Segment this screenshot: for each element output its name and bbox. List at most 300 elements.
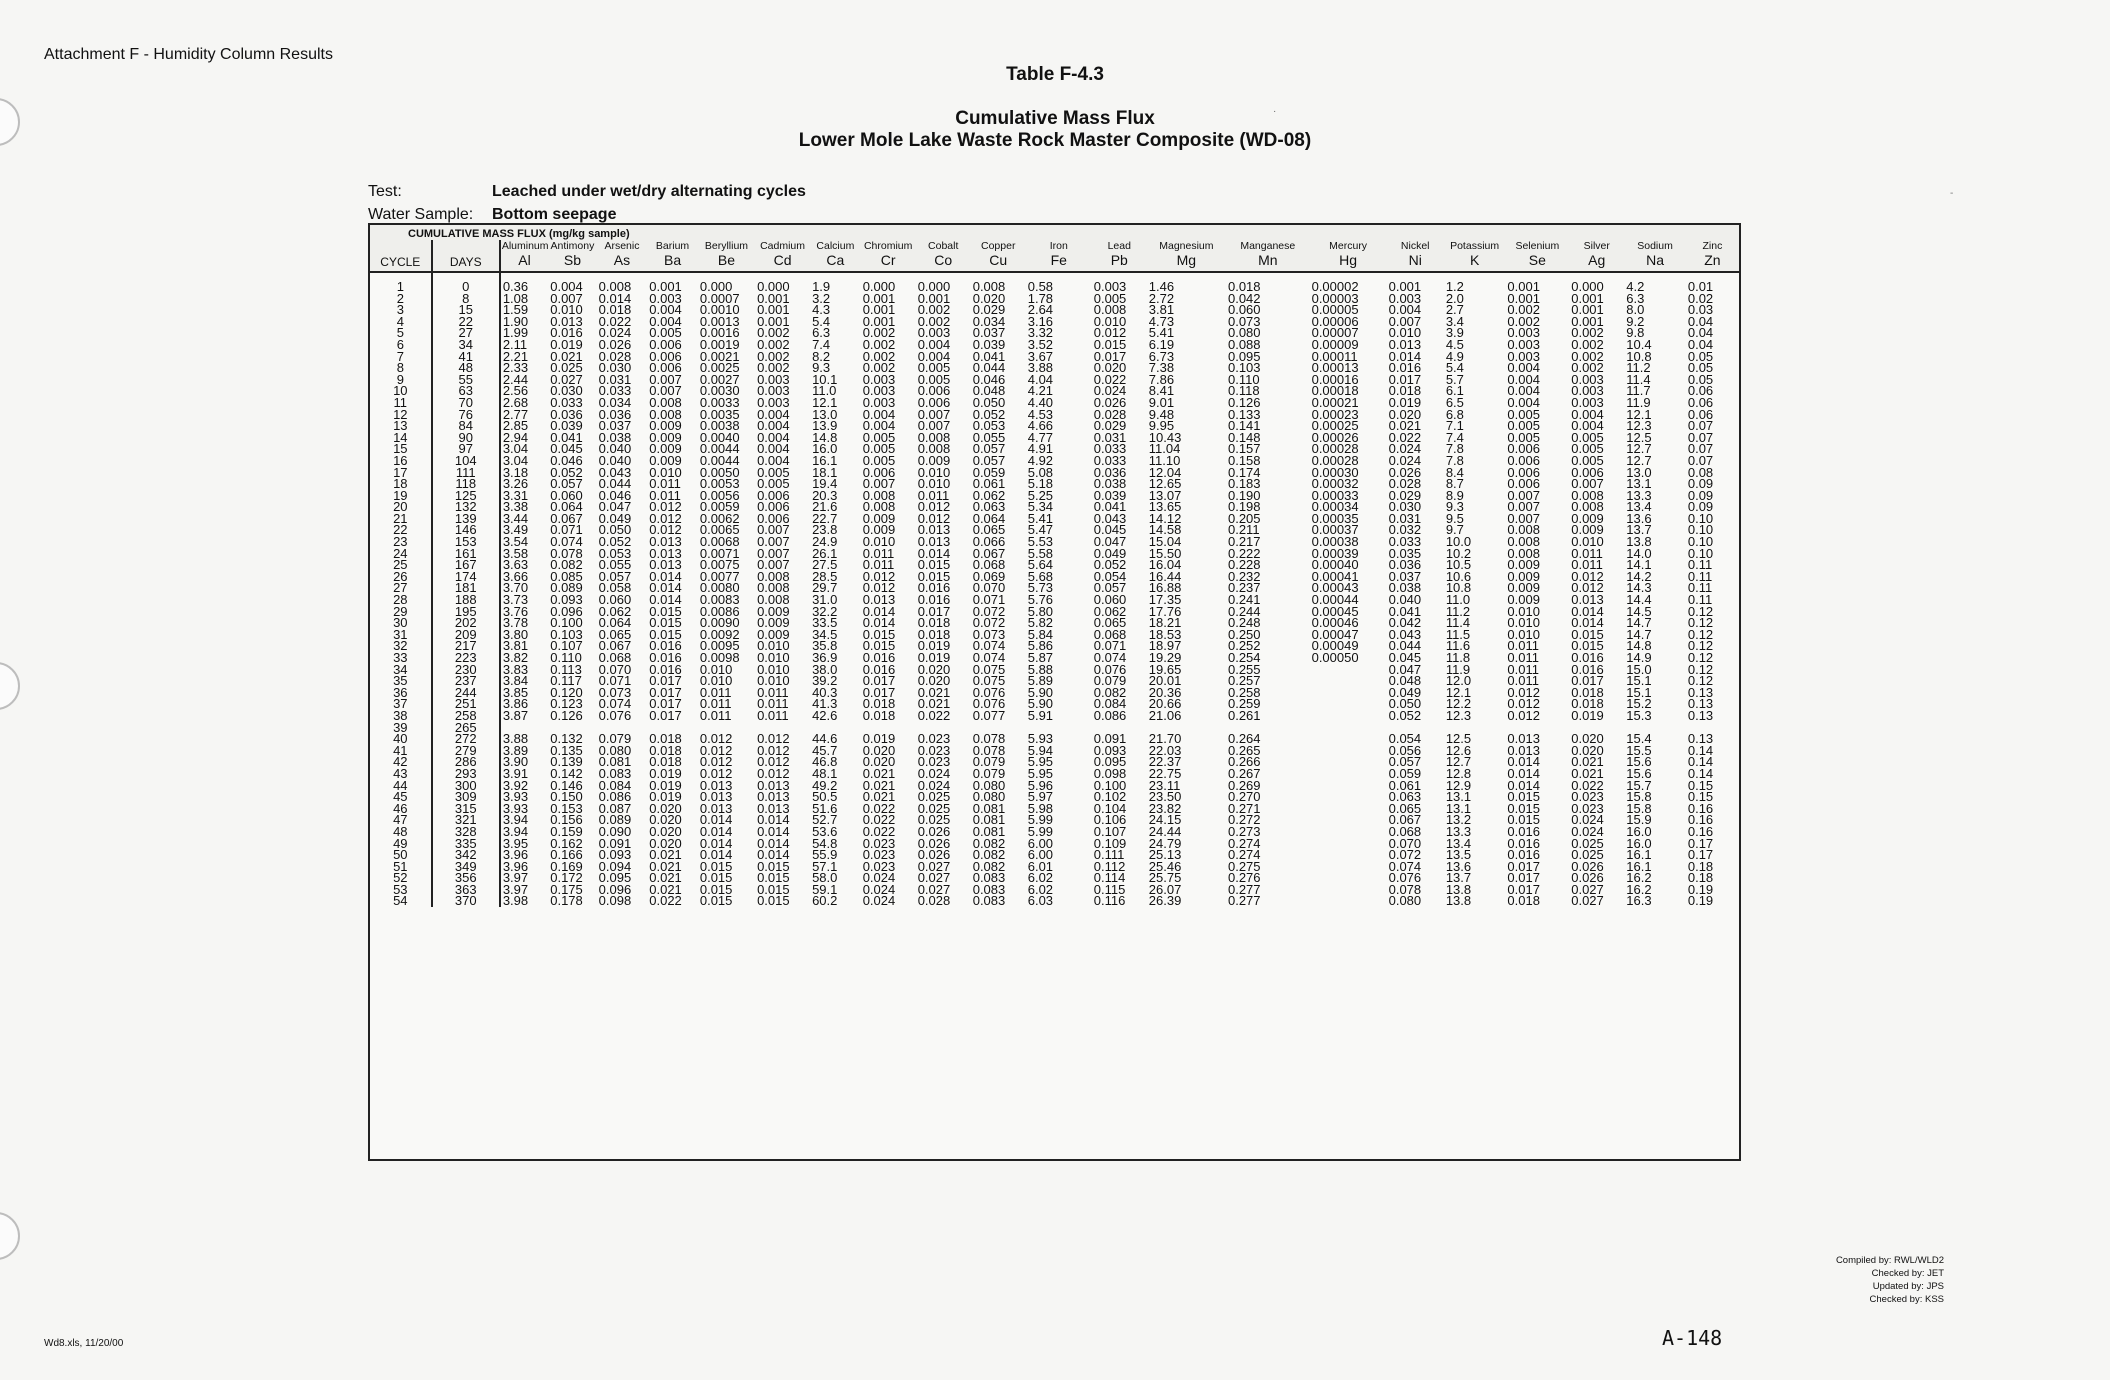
value-cell: 0.06 xyxy=(1687,406,1714,422)
value-cell: 0.139 xyxy=(550,754,583,770)
value-cell: 0.062 xyxy=(1093,603,1127,619)
value-cell: 0.011 xyxy=(862,545,895,561)
value-cell: 0.015 xyxy=(917,557,951,573)
value-cell: 0.061 xyxy=(1388,777,1422,793)
value-cell: 0.012 xyxy=(1507,696,1540,712)
value-cell: 0.114 xyxy=(1093,870,1126,886)
value-cell: 0.014 xyxy=(699,835,733,851)
value-cell: 13.1 xyxy=(1445,800,1472,816)
value-cell: 0.054 xyxy=(1388,731,1422,747)
value-cell: 0.061 xyxy=(972,476,1006,492)
value-cell: 0.020 xyxy=(917,661,951,677)
value-cell: 0.00049 xyxy=(1311,638,1359,654)
days-cell: 195 xyxy=(432,606,500,618)
value-cell: 0.010 xyxy=(757,638,790,654)
value-cell: 33.5 xyxy=(812,615,838,631)
cycle-cell: 44 xyxy=(370,780,432,792)
value-cell: 0.001 xyxy=(862,313,896,329)
test-row xyxy=(368,180,806,203)
cycle-cell: 34 xyxy=(370,664,432,676)
value-cell: 0.008 xyxy=(862,499,896,515)
value-cell: 0.074 xyxy=(550,534,583,550)
element-name: Aluminum xyxy=(501,240,549,252)
value-cell: 0.005 xyxy=(862,441,896,457)
value-cell: 7.4 xyxy=(812,336,831,352)
value-cell: 5.90 xyxy=(1027,684,1054,700)
value-cell: 0.024 xyxy=(1388,441,1422,457)
value-cell: 0.004 xyxy=(649,302,682,318)
value-cell: 0.005 xyxy=(1507,406,1540,422)
value-cell: 0.060 xyxy=(1093,592,1127,608)
value-cell: 26.1 xyxy=(812,545,838,561)
value-cell: 0.028 xyxy=(1093,406,1127,422)
value-cell: 0.031 xyxy=(1093,429,1127,445)
column-header-antimony xyxy=(548,240,596,272)
value-cell: 14.0 xyxy=(1626,545,1652,561)
value-cell: 4.04 xyxy=(1027,371,1054,387)
value-cell: 13.0 xyxy=(1626,464,1652,480)
value-cell: 0.11 xyxy=(1687,580,1713,596)
value-cell: 0.021 xyxy=(862,777,896,793)
value-cell: 0.012 xyxy=(699,765,733,781)
days-cell: 244 xyxy=(432,687,500,699)
value-cell: 57.1 xyxy=(812,858,838,874)
value-cell: 0.093 xyxy=(1093,742,1127,758)
value-cell: 0.004 xyxy=(1571,406,1604,422)
cycle-cell: 25 xyxy=(370,559,432,571)
value-cell: 0.04 xyxy=(1687,325,1714,341)
value-cell: 0.001 xyxy=(1571,290,1604,306)
value-cell: 0.004 xyxy=(550,279,583,294)
value-cell: 8.2 xyxy=(812,348,831,364)
value-cell: 0.010 xyxy=(1571,534,1604,550)
value-cell: 0.023 xyxy=(862,847,896,863)
value-cell: 0.12 xyxy=(1687,650,1714,665)
cycle-cell: 12 xyxy=(370,409,432,421)
value-cell: 9.01 xyxy=(1148,394,1175,410)
value-cell: 18.97 xyxy=(1148,638,1182,654)
value-cell: 21.06 xyxy=(1148,707,1182,723)
value-cell: 0.18 xyxy=(1687,870,1714,886)
value-cell: 0.017 xyxy=(1571,673,1604,689)
value-cell: 0.060 xyxy=(598,592,632,608)
value-cell: 0.043 xyxy=(598,464,632,480)
value-cell: 13.5 xyxy=(1445,847,1472,863)
value-cell: 0.004 xyxy=(757,452,790,468)
days-cell: 356 xyxy=(432,872,500,884)
value-cell: 0.04 xyxy=(1687,336,1714,352)
value-cell: 0.047 xyxy=(598,499,632,515)
value-cell: 0.006 xyxy=(1571,464,1604,480)
cycle-cell: 13 xyxy=(370,420,432,432)
value-cell: 15.1 xyxy=(1626,673,1652,689)
value-cell: 0.004 xyxy=(757,406,790,422)
value-cell: 13.8 xyxy=(1626,534,1652,550)
value-cell: 0.073 xyxy=(972,626,1006,642)
value-cell: 15.0 xyxy=(1626,661,1652,677)
value-cell: 0.015 xyxy=(699,870,733,886)
days-cell: 15 xyxy=(432,304,500,316)
value-cell: 0.019 xyxy=(917,650,951,665)
value-cell xyxy=(1310,710,1387,722)
value-cell: 0.058 xyxy=(598,580,632,596)
value-cell: 0.004 xyxy=(917,336,951,352)
value-cell: 0.086 xyxy=(1093,707,1127,723)
value-cell: 0.021 xyxy=(649,881,682,897)
value-cell: 0.250 xyxy=(1227,626,1261,642)
value-cell: 0.190 xyxy=(1227,487,1261,503)
value-cell: 0.014 xyxy=(598,290,632,306)
cycle-cell: 16 xyxy=(370,455,432,467)
value-cell: 0.011 xyxy=(757,707,789,723)
value-cell: 24.44 xyxy=(1148,823,1182,839)
value-cell: 0.039 xyxy=(1093,487,1127,503)
value-cell: 53.6 xyxy=(812,823,838,839)
days-cell: 370 xyxy=(432,895,500,907)
value-cell: 4.3 xyxy=(812,302,831,318)
value-cell: 0.075 xyxy=(972,673,1006,689)
value-cell: 0.021 xyxy=(1571,765,1604,781)
days-cell: 22 xyxy=(432,316,500,328)
value-cell: 0.082 xyxy=(972,858,1006,874)
value-cell: 0.010 xyxy=(1507,603,1540,619)
value-cell: 3.94 xyxy=(502,823,529,839)
value-cell: 0.018 xyxy=(1388,383,1422,399)
value-cell: 16.2 xyxy=(1626,881,1652,897)
value-cell: 10.0 xyxy=(1445,534,1472,550)
value-cell: 0.156 xyxy=(550,812,583,828)
value-cell: 0.017 xyxy=(649,696,682,712)
value-cell: 10.43 xyxy=(1148,429,1182,445)
value-cell: 0.14 xyxy=(1687,765,1714,781)
value-cell: 0.007 xyxy=(1507,499,1540,515)
days-cell: 335 xyxy=(432,838,500,850)
column-header-mercury xyxy=(1310,240,1387,272)
value-cell: 0.100 xyxy=(1093,777,1127,793)
value-cell: 0.055 xyxy=(598,557,632,573)
column-header-sodium xyxy=(1624,240,1686,272)
value-cell: 0.14 xyxy=(1687,754,1714,770)
value-cell: 0.018 xyxy=(1507,893,1540,909)
value-cell: 0.022 xyxy=(649,893,682,909)
value-cell: 0.007 xyxy=(757,534,790,550)
value-cell: 12.04 xyxy=(1148,464,1182,480)
value-cell: 0.021 xyxy=(1388,418,1422,434)
value-cell: 3.52 xyxy=(1027,336,1054,352)
value-cell: 16.0 xyxy=(1626,823,1652,839)
value-cell xyxy=(1310,872,1387,884)
value-cell: 0.014 xyxy=(1388,348,1422,364)
value-cell: 0.004 xyxy=(1507,360,1540,376)
days-cell: 76 xyxy=(432,409,500,421)
value-cell: 3.92 xyxy=(502,777,529,793)
days-cell: 230 xyxy=(432,664,500,676)
value-cell: 0.003 xyxy=(917,325,951,341)
value-cell: 0.00041 xyxy=(1311,568,1359,584)
value-cell: 0.014 xyxy=(757,847,790,863)
value-cell: 0.103 xyxy=(1227,360,1261,376)
value-cell: 0.050 xyxy=(598,522,632,538)
value-cell: 34.5 xyxy=(812,626,838,642)
value-cell: 0.013 xyxy=(757,800,790,816)
value-cell: 0.00040 xyxy=(1311,557,1359,573)
value-cell: 0.011 xyxy=(699,684,732,700)
value-cell: 0.079 xyxy=(598,731,632,747)
value-cell: 0.011 xyxy=(649,487,681,503)
value-cell: 14.5 xyxy=(1626,603,1652,619)
value-cell: 0.015 xyxy=(757,881,790,897)
days-cell: 321 xyxy=(432,814,500,826)
value-cell: 5.98 xyxy=(1027,800,1054,816)
value-cell: 24.9 xyxy=(812,534,838,550)
value-cell: 0.008 xyxy=(1571,487,1604,503)
value-cell: 7.4 xyxy=(1445,429,1464,445)
value-cell: 0.027 xyxy=(1571,893,1604,909)
value-cell: 0.0080 xyxy=(699,580,740,596)
value-cell: 0.0077 xyxy=(699,568,740,584)
value-cell: 8.4 xyxy=(1445,464,1464,480)
value-cell: 0.003 xyxy=(1571,383,1604,399)
element-name: Calcium xyxy=(816,240,855,252)
value-cell: 0.274 xyxy=(1227,835,1261,851)
days-cell: 265 xyxy=(432,722,500,734)
cycle-cell: 32 xyxy=(370,640,432,652)
value-cell: 0.064 xyxy=(598,615,632,631)
value-cell: 0.001 xyxy=(862,302,896,318)
value-cell: 0.102 xyxy=(1093,789,1127,805)
value-cell: 0.019 xyxy=(649,789,682,805)
value-cell: 24.15 xyxy=(1148,812,1182,828)
value-cell: 23.11 xyxy=(1148,777,1181,793)
value-cell: 0.070 xyxy=(598,661,632,677)
value-cell: 0.001 xyxy=(1571,302,1604,318)
cycle-cell: 24 xyxy=(370,548,432,560)
value-cell: 0.004 xyxy=(917,348,951,364)
value-cell: 0.038 xyxy=(1093,476,1127,492)
value-cell xyxy=(1310,826,1387,838)
value-cell: 1.78 xyxy=(1027,290,1054,306)
value-cell: 0.06 xyxy=(1687,394,1714,410)
page-subtitle: Lower Mole Lake Waste Rock Master Composite (WD-08) xyxy=(798,130,1312,151)
value-cell xyxy=(1310,814,1387,826)
value-cell: 5.96 xyxy=(1027,777,1054,793)
value-cell: 5.64 xyxy=(1027,557,1054,573)
value-cell: 0.076 xyxy=(1388,870,1422,886)
value-cell: 0.041 xyxy=(1093,499,1127,515)
value-cell: 0.0040 xyxy=(699,429,740,445)
value-cell: 0.024 xyxy=(1093,383,1127,399)
value-cell: 23.82 xyxy=(1148,800,1182,816)
days-cell: 111 xyxy=(432,467,500,479)
column-header-cadmium xyxy=(755,240,810,272)
value-cell: 0.15 xyxy=(1687,777,1714,793)
value-cell: 0.12 xyxy=(1687,638,1714,654)
value-cell: 0.004 xyxy=(862,418,896,434)
value-cell: 0.162 xyxy=(550,835,583,851)
value-cell: 0.16 xyxy=(1687,800,1714,816)
value-cell: 35.8 xyxy=(812,638,838,654)
value-cell: 0.091 xyxy=(1093,731,1127,747)
value-cell: 0.006 xyxy=(1507,441,1540,457)
value-cell: 11.0 xyxy=(812,383,837,399)
value-cell: 14.8 xyxy=(812,429,838,445)
value-cell: 0.0075 xyxy=(699,557,740,573)
value-cell: 0.017 xyxy=(1093,348,1127,364)
value-cell: 4.92 xyxy=(1027,452,1054,468)
value-cell: 3.96 xyxy=(502,858,529,874)
value-cell: 5.82 xyxy=(1027,615,1054,631)
value-cell: 0.022 xyxy=(1093,371,1127,387)
value-cell: 12.3 xyxy=(1626,418,1652,434)
value-cell: 0.025 xyxy=(550,360,583,376)
value-cell: 23.50 xyxy=(1148,789,1182,805)
cycle-cell: 51 xyxy=(370,861,432,873)
cycle-cell: 23 xyxy=(370,536,432,548)
credit-line: Checked by: JET xyxy=(1871,1268,1944,1279)
value-cell: 0.013 xyxy=(649,557,682,573)
value-cell: 0.0035 xyxy=(699,406,740,422)
value-cell: 13.7 xyxy=(1445,870,1472,886)
value-cell: 0.007 xyxy=(757,545,790,561)
value-cell: 13.6 xyxy=(1626,510,1652,526)
cycle-cell: 41 xyxy=(370,745,432,757)
value-cell xyxy=(1310,838,1387,850)
value-cell: 0.18 xyxy=(1687,858,1714,874)
value-cell: 0.158 xyxy=(1227,452,1261,468)
value-cell: 6.01 xyxy=(1027,858,1054,874)
value-cell: 7.1 xyxy=(1445,418,1464,434)
value-cell: 17.35 xyxy=(1148,592,1182,608)
value-cell: 0.021 xyxy=(862,789,896,805)
value-cell: 0.109 xyxy=(1093,835,1127,851)
value-cell: 0.000 xyxy=(1571,279,1604,294)
value-cell: 0.071 xyxy=(972,592,1006,608)
value-cell: 0.072 xyxy=(972,603,1006,619)
value-cell: 0.076 xyxy=(1093,661,1127,677)
days-cell: 0 xyxy=(432,272,500,293)
value-cell: 15.4 xyxy=(1626,731,1652,747)
value-cell: 0.011 xyxy=(1507,673,1539,689)
days-cell: 97 xyxy=(432,443,500,455)
value-cell: 0.00006 xyxy=(1311,313,1359,329)
value-cell: 0.261 xyxy=(1227,707,1261,723)
value-cell: 12.1 xyxy=(1626,406,1652,422)
value-cell: 0.003 xyxy=(757,394,790,410)
value-cell: 0.141 xyxy=(1227,418,1261,434)
value-cell: 0.198 xyxy=(1227,499,1261,515)
value-cell xyxy=(1310,698,1387,710)
value-cell: 0.174 xyxy=(1227,464,1261,480)
value-cell: 0.040 xyxy=(598,441,632,457)
value-cell: 12.6 xyxy=(1445,742,1472,758)
table-caption: CUMULATIVE MASS FLUX (mg/kg sample) xyxy=(370,225,1739,240)
value-cell: 0.043 xyxy=(1388,626,1422,642)
value-cell: 0.037 xyxy=(1388,568,1422,584)
value-cell: 0.006 xyxy=(649,348,682,364)
value-cell: 16.0 xyxy=(812,441,838,457)
value-cell: 3.98 xyxy=(502,893,529,909)
value-cell: 0.009 xyxy=(862,510,896,526)
cycle-cell: 31 xyxy=(370,629,432,641)
value-cell: 0.019 xyxy=(1388,394,1422,410)
value-cell: 0.05 xyxy=(1687,371,1714,387)
value-cell: 25.75 xyxy=(1148,870,1182,886)
data-table xyxy=(370,225,1739,907)
value-cell: 0.00028 xyxy=(1311,441,1359,457)
value-cell: 0.074 xyxy=(1388,858,1422,874)
value-cell: 0.148 xyxy=(1227,429,1261,445)
days-cell: 34 xyxy=(432,339,500,351)
value-cell: 0.004 xyxy=(1571,418,1604,434)
value-cell: 0.00018 xyxy=(1311,383,1359,399)
value-cell: 0.008 xyxy=(649,406,682,422)
value-cell: 24.79 xyxy=(1148,835,1182,851)
value-cell: 0.012 xyxy=(917,499,951,515)
value-cell: 0.065 xyxy=(598,626,632,642)
value-cell: 0.015 xyxy=(1571,638,1604,654)
value-cell: 0.266 xyxy=(1227,754,1261,770)
value-cell: 0.09 xyxy=(1687,487,1714,503)
cycle-cell: 53 xyxy=(370,884,432,896)
value-cell: 0.015 xyxy=(862,638,896,654)
value-cell: 5.90 xyxy=(1027,696,1054,712)
value-cell: 0.002 xyxy=(1507,302,1540,318)
value-cell: 0.002 xyxy=(757,360,790,376)
value-cell: 0.036 xyxy=(598,406,632,422)
value-cell: 0.029 xyxy=(972,302,1006,318)
value-cell: 0.067 xyxy=(550,510,583,526)
value-cell: 3.04 xyxy=(502,441,529,457)
value-cell: 0.020 xyxy=(649,835,682,851)
element-name: Nickel xyxy=(1400,240,1430,252)
value-cell: 0.013 xyxy=(1388,336,1422,352)
table-row xyxy=(370,272,1739,293)
value-cell: 0.012 xyxy=(649,510,682,526)
value-cell: 12.7 xyxy=(1445,754,1472,770)
days-cell: 27 xyxy=(432,327,500,339)
value-cell: 0.052 xyxy=(1093,557,1127,573)
value-cell: 0.00023 xyxy=(1311,406,1359,422)
value-cell: 0.0095 xyxy=(699,638,740,654)
value-cell: 0.022 xyxy=(862,800,896,816)
value-cell: 0.074 xyxy=(1093,650,1127,665)
column-header-magnesium xyxy=(1147,240,1226,272)
value-cell: 3.80 xyxy=(502,626,529,642)
value-cell: 9.2 xyxy=(1626,313,1645,329)
value-cell: 2.85 xyxy=(502,418,529,434)
water-sample-label: Water Sample: xyxy=(368,206,474,223)
value-cell: 0.016 xyxy=(917,592,951,608)
value-cell: 10.6 xyxy=(1445,568,1472,584)
value-cell: 0.003 xyxy=(1388,290,1422,306)
value-cell: 0.076 xyxy=(598,707,632,723)
cycle-cell: 6 xyxy=(370,339,432,351)
value-cell: 0.079 xyxy=(1093,673,1127,689)
value-cell: 15.50 xyxy=(1148,545,1182,561)
value-cell: 0.004 xyxy=(649,313,682,329)
value-cell: 0.007 xyxy=(1507,487,1540,503)
value-cell: 0.36 xyxy=(502,279,529,294)
value-cell: 0.010 xyxy=(699,661,733,677)
value-cell: 1.08 xyxy=(502,290,529,306)
value-cell: 2.64 xyxy=(1027,302,1054,318)
value-cell: 0.007 xyxy=(1507,510,1540,526)
value-cell: 0.071 xyxy=(550,522,583,538)
value-cell: 0.014 xyxy=(649,580,682,596)
value-cell: 0.085 xyxy=(550,568,583,584)
value-cell: 0.009 xyxy=(649,429,682,445)
value-cell: 0.00011 xyxy=(1311,348,1358,364)
